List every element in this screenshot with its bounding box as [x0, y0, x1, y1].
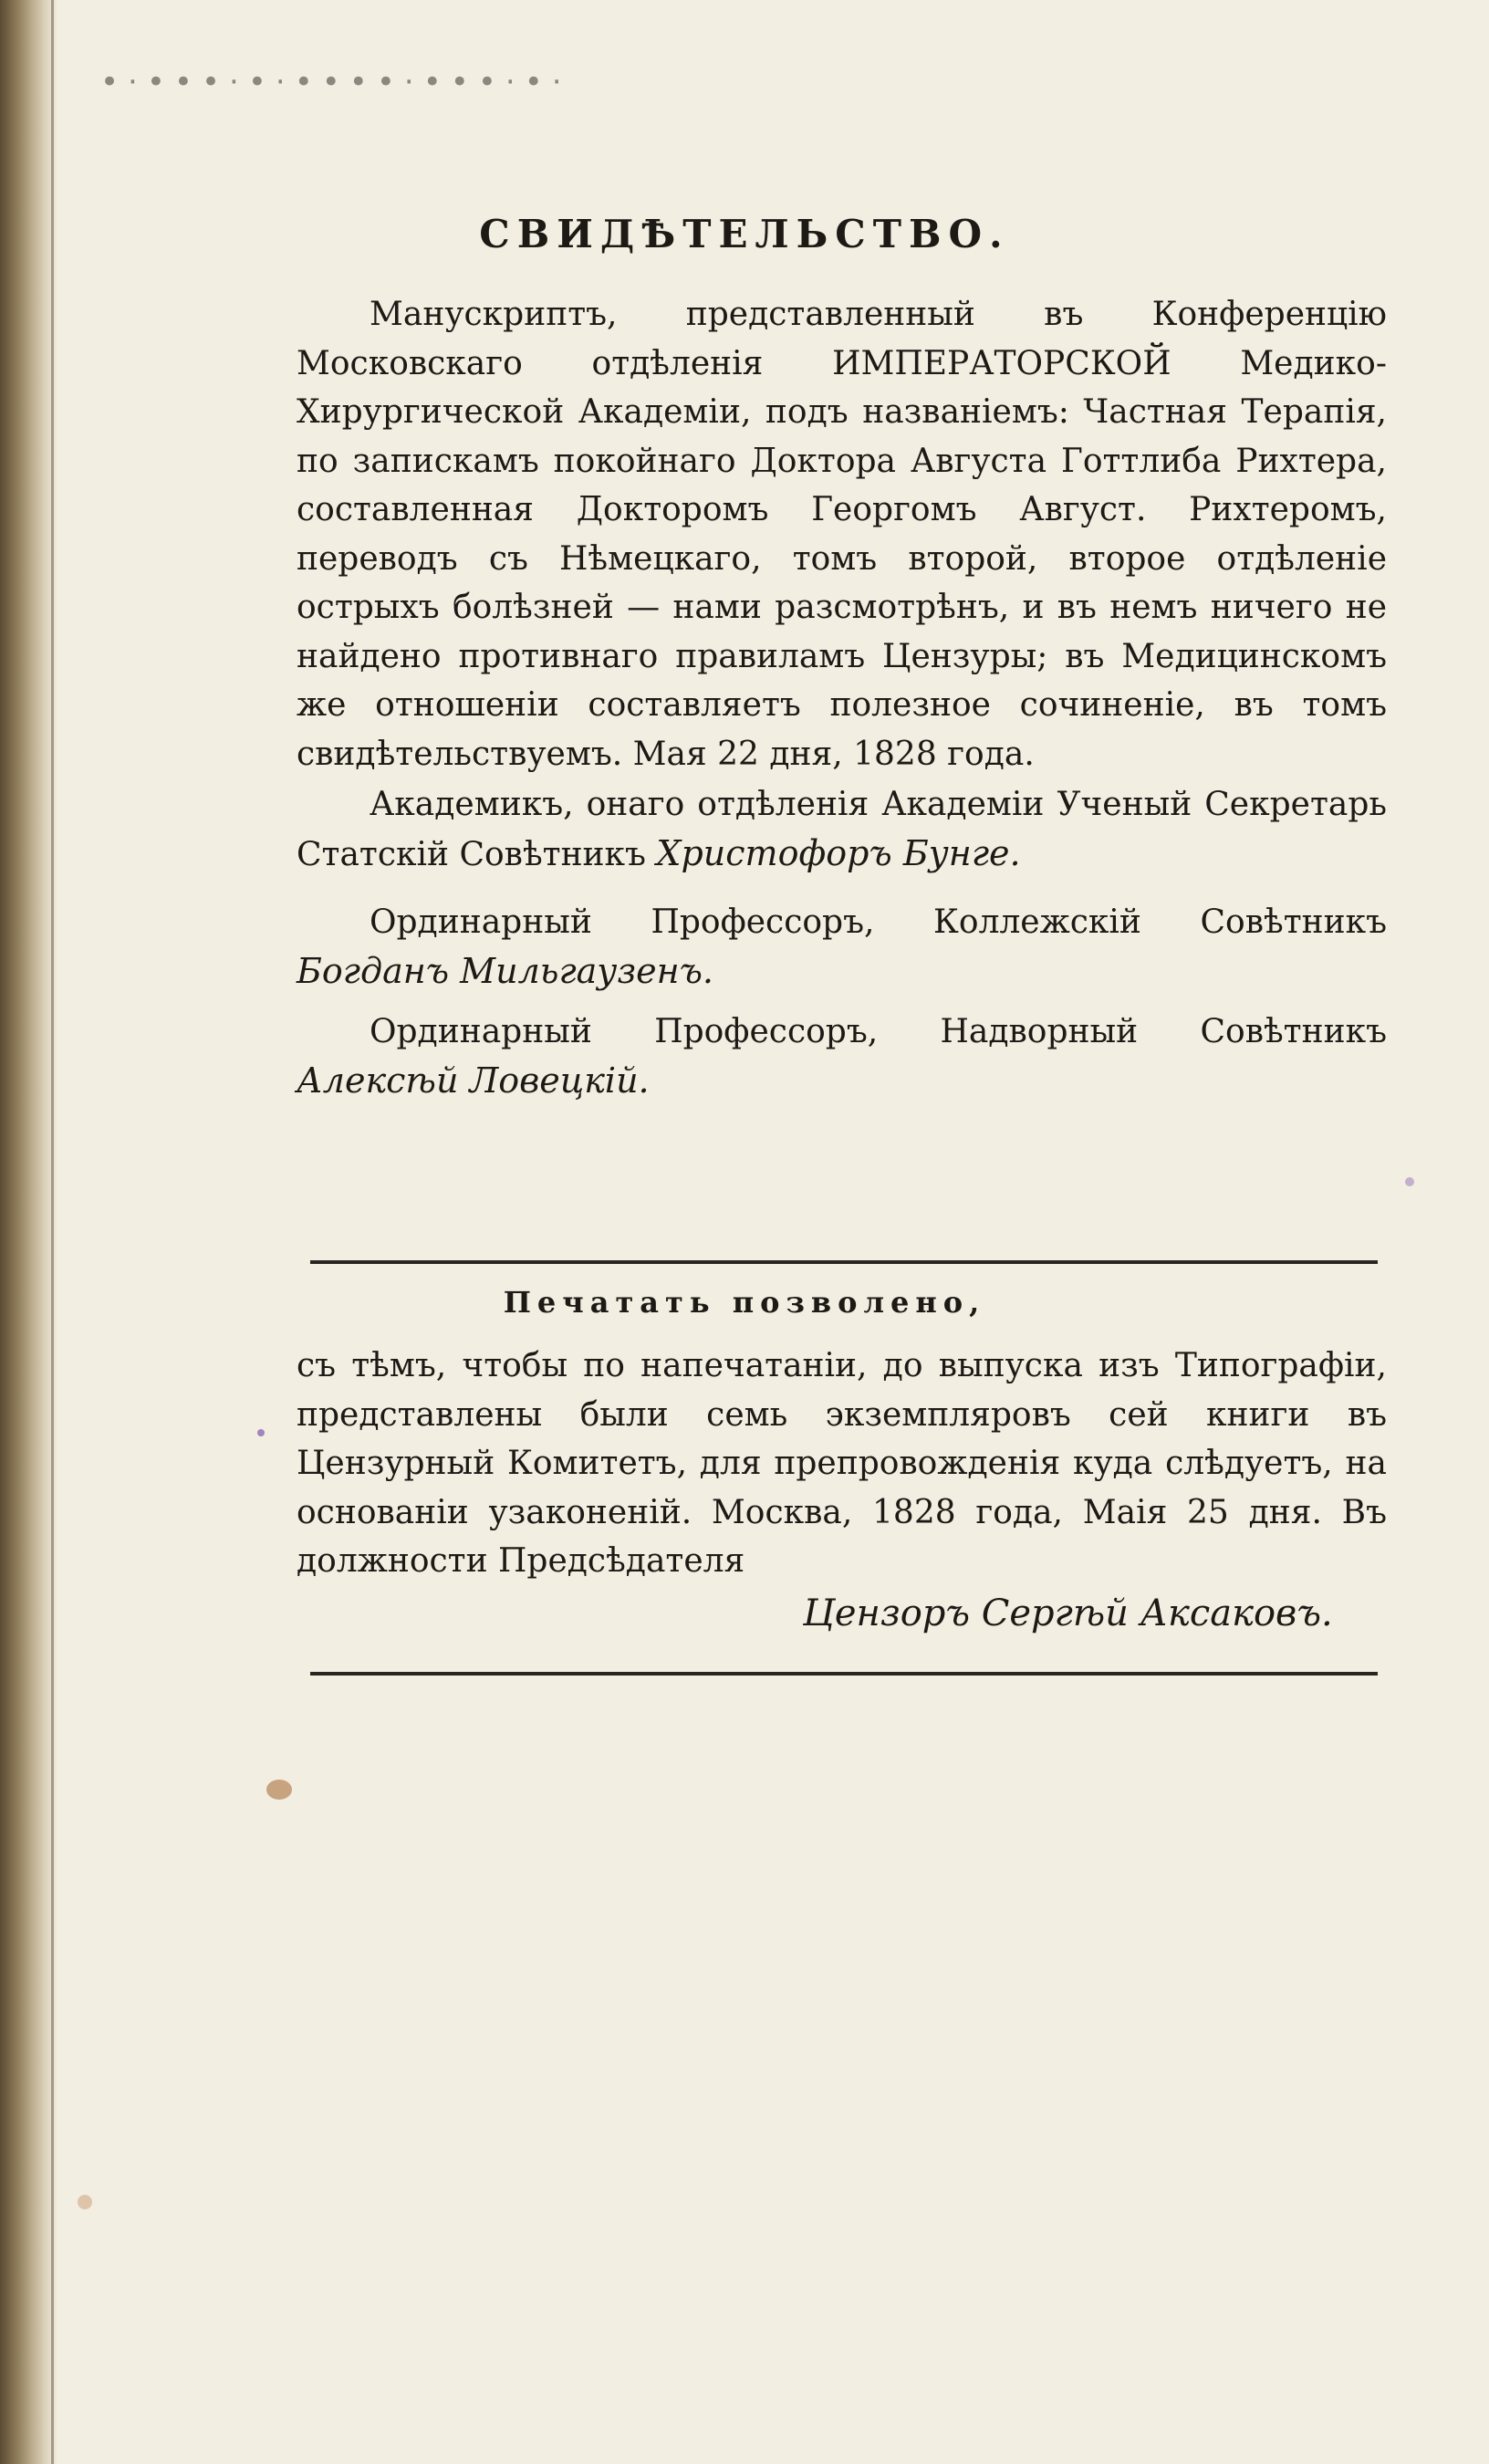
signatory-3-name: Алексѣй Ловецкій.	[297, 1060, 650, 1101]
permission-heading: Печатать позволено,	[503, 1285, 986, 1320]
signatory-3-title: Ординарный Профессоръ, Надворный Совѣтникъ	[370, 1013, 1387, 1050]
divider-top	[310, 1260, 1378, 1264]
signatory-2-name: Богданъ Мильгаузенъ.	[297, 950, 714, 991]
ink-speck	[257, 1429, 265, 1436]
book-spine-edge	[0, 0, 57, 2464]
certificate-paragraph: Манускриптъ, представленный въ Конференцію Московскаго отдѣленія ИМПЕРАТОРСКОЙ Медико-Хирургической Академіи, подъ названіемъ: Частная Терапія, по запискамъ покойнаго Доктора Августа Готтлиба Рихтера, составленная Докторомъ Георгомъ Август. Рихтеромъ, переводъ съ Нѣмецкаго, томъ второй, второе отдѣленіе острыхъ болѣзней — нами разсмотрѣнъ, и въ немъ ничего не найдено противнаго правиламъ Цензуры; въ Медицинскомъ же отношеніи составляетъ полезное сочиненіе, въ томъ свидѣтельствуемъ. Мая 22 дня, 1828 года.	[297, 296, 1387, 773]
censor-signature: Цензоръ Сергѣй Аксаковъ.	[803, 1592, 1333, 1634]
permission-text: съ тѣмъ, чтобы по напечатаніи, до выпуска изъ Типографіи, представлены были семь экземпляровъ сей книги въ Цензурный Комитетъ, для препровожденія куда слѣдуетъ, на основаніи узаконеній. Москва, 1828 года, Маія 25 дня. Въ должности Предсѣдателя	[297, 1347, 1387, 1580]
signatory-1-name: Христофоръ Бунге.	[656, 832, 1021, 873]
signatory-2	[297, 898, 1387, 997]
divider-bottom	[310, 1672, 1378, 1676]
faded-ink-mark: •·•••·•·••••·•••·•·	[100, 64, 571, 100]
foxing-stain	[266, 1780, 292, 1800]
page-gutter-line	[51, 0, 54, 2464]
foxing-stain	[78, 2195, 92, 2209]
signatory-2-title: Ординарный Профессоръ, Коллежскій Совѣтникъ	[370, 903, 1387, 941]
page-title: СВИДѢТЕЛЬСТВО.	[479, 212, 1010, 256]
signatory-1-title: Академикъ, онаго отдѣленія Академіи Ученый Секретарь Статскій Совѣтникъ	[297, 786, 1387, 873]
signatory-3	[297, 1008, 1387, 1106]
signatory-1	[297, 780, 1387, 879]
ink-speck	[1405, 1177, 1414, 1186]
